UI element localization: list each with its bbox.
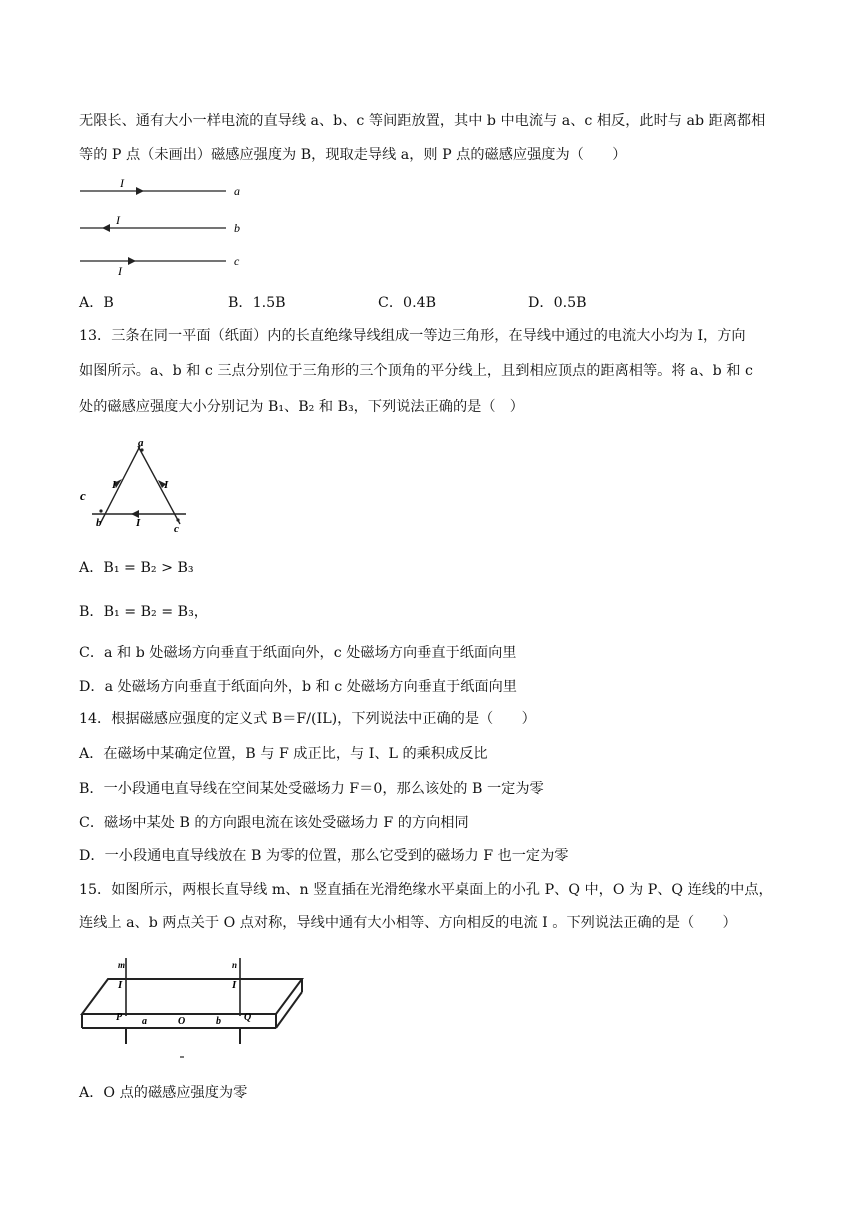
point-c-dot [176,518,179,521]
wire-a-label: a [234,184,240,198]
point-q-label: Q [244,1012,252,1023]
point-a-label: a [138,437,144,449]
q12-option-a: A．B [79,295,114,311]
point-a-label: a [142,1016,147,1027]
wire-c-label: c [234,254,240,268]
wire-c-arrow [128,257,136,265]
q14-option-a: A．在磁场中某确定位置，B 与 F 成正比，与 I、L 的乘积成反比 [79,746,488,762]
wire-c-current-label: I [118,264,122,278]
point-p-label: P [116,1012,123,1023]
q12-option-d: D．0.5B [528,295,587,311]
q15-option-a: A．O 点的磁感应强度为零 [79,1085,248,1101]
q13-option-a: A．B₁ = B₂ > B₃ [79,560,194,576]
q13-text-line-3: 处的磁感应强度大小分别记为 B₁、B₂ 和 B₃，下列说法正确的是（ ） [79,399,524,415]
q14-option-b: B．一小段通电直导线在空间某处受磁场力 F＝0，那么该处的 B 一定为零 [79,781,544,797]
bottom-current-label: I [136,517,141,529]
triangle-left-side [100,446,140,524]
q14-option-d: D．一小段通电直导线放在 B 为零的位置，那么它受到的磁场力 F 也一定为零 [79,848,569,864]
wire-b-current-label: I [116,213,120,227]
q12-text-line-2: 等的 P 点（未画出）磁感应强度为 B，现取走导线 a，则 P 点的磁感应强度为（ ） [79,147,627,163]
q13-text-line-1: 13．三条在同一平面（纸面）内的长直绝缘导线组成一等边三角形，在导线中通过的电流大小均为 I，方向 [79,328,746,344]
q12-text-line-1: 无限长、通有大小一样电流的直导线 a、b、c 等间距放置，其中 b 中电流与 a、c 相反，此时与 ab 距离都相 [79,113,766,129]
q12-option-b: B．1.5B [228,295,286,311]
outer-c-label: c [80,488,86,503]
q15-table-wires-figure [76,954,306,1064]
q12-three-wires-figure [76,176,266,280]
q12-option-c: C．0.4B [378,295,437,311]
point-b-label: b [216,1016,221,1027]
q13-option-d: D．a 处磁场方向垂直于纸面向外，b 和 c 处磁场方向垂直于纸面向里 [79,679,517,695]
q13-option-b: B．B₁ = B₂ = B₃， [79,604,208,620]
wire-b-arrow [102,224,110,232]
point-b-dot [99,509,102,512]
wire-m-label: m [118,960,126,970]
wire-a-arrow [136,187,144,195]
table-top [82,979,302,1014]
q15-text-line-2: 连线上 a、b 两点关于 O 点对称，导线中通有大小相等、方向相反的电流 I 。下列说法正确的是（ ） [79,915,737,931]
right-current-label: I [164,479,169,491]
point-b-label: b [96,517,102,529]
wire-m-current-label: I [118,979,123,991]
point-o-label: O [178,1016,186,1027]
q13-text-line-2: 如图所示。a、b 和 c 三点分别位于三角形的三个顶角的平分线上，且到相应顶点的距离相等。将 a、b 和 c [79,363,753,379]
wire-n-current-label: I [232,979,237,991]
triangle-right-side [138,446,180,524]
left-current-label: I [112,479,117,491]
q14-text-line-1: 14．根据磁感应强度的定义式 B＝F/(IL)，下列说法中正确的是（ ） [79,711,536,727]
point-c-label: c [174,523,179,535]
wire-b-label: b [234,221,240,235]
wire-a-current-label: I [120,176,124,190]
q14-option-c: C．磁场中某处 B 的方向跟电流在该处受磁场力 F 的方向相同 [79,815,469,831]
wire-n-label: n [232,960,238,970]
q13-triangle-figure [76,436,196,536]
q15-text-line-1: 15．如图所示，两根长直导线 m、n 竖直插在光滑绝缘水平桌面上的小孔 P、Q 中，O 为 P、Q 连线的中点， [79,882,773,898]
q13-option-c: C．a 和 b 处磁场方向垂直于纸面向外，c 处磁场方向垂直于纸面向里 [79,645,517,661]
